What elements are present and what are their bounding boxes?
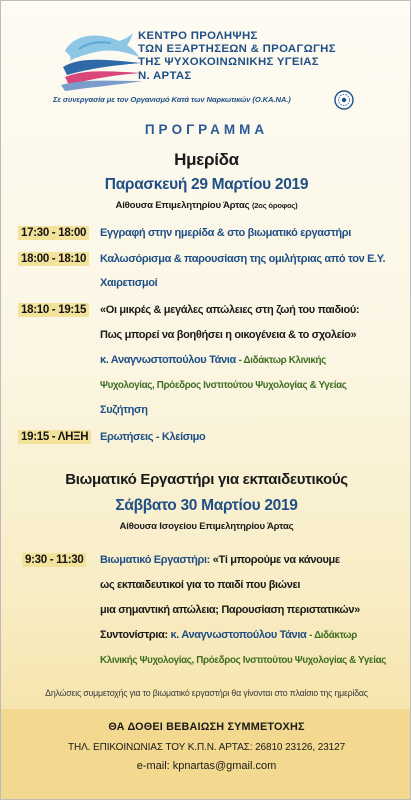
- time-slot: 19:15 - ΛΗΞΗ: [18, 430, 91, 444]
- coordinator-title: - Διδάκτωρ: [309, 630, 357, 641]
- schedule-line: Εγγραφή στην ημερίδα & στο βιωματικό εργαστήρι: [100, 227, 351, 239]
- schedule-line: Καλωσόρισμα & παρουσίαση της ομιλήτριας από τον Ε.Υ.: [100, 253, 386, 265]
- time-slot: 17:30 - 18:00: [18, 226, 89, 240]
- day2-date: Σάββατο 30 Μαρτίου 2019: [115, 497, 298, 514]
- schedule-line: «Οι μικρές & μεγάλες απώλειες στη ζωή του παιδιού:: [100, 304, 360, 316]
- speaker-title-line: Ψυχολογίας, Πρόεδρος Ινστιτούτου Ψυχολογίας & Υγείας: [100, 380, 347, 391]
- coordinator-label: Συντονίστρια:: [100, 629, 168, 641]
- org-line: Ν. ΑΡΤΑΣ: [138, 69, 192, 82]
- collaboration-text: Σε συνεργασία με τον Οργανισμό Κατά των Ναρκωτικών (Ο.ΚΑ.ΝΑ.): [53, 95, 291, 104]
- time-slot: 18:10 - 19:15: [18, 303, 89, 317]
- schedule-line: Συζήτηση: [100, 404, 148, 416]
- org-line: ΚΕΝΤΡΟ ΠΡΟΛΗΨΗΣ: [138, 30, 258, 42]
- workshop-label: Βιωματικό Εργαστήρι:: [100, 554, 210, 566]
- schedule-line: Πως μπορεί να βοηθήσει η οικογένεια & το σχολείο»: [100, 329, 357, 341]
- day1-hall-note: (2ος όροφος): [251, 201, 298, 210]
- schedule-line: μια σημαντική απώλεια; Παρουσίαση περιστατικών»: [100, 604, 360, 616]
- coordinator-line: [100, 629, 357, 641]
- certificate-notice: ΘΑ ΔΟΘΕΙ ΒΕΒΑΙΩΣΗ ΣΥΜΜΕΤΟΧΗΣ: [108, 721, 305, 733]
- coordinator-title-line: Κλινικής Ψυχολογίας, Πρόεδρος Ινστιτούτου Ψυχολογίας & Υγείας: [100, 655, 387, 666]
- schedule-line: Χαιρετισμοί: [100, 277, 158, 289]
- okana-seal-icon: [334, 90, 354, 110]
- speaker-line: [100, 354, 326, 366]
- day1-date: Παρασκευή 29 Μαρτίου 2019: [104, 176, 309, 193]
- schedule-line: Ερωτήσεις - Κλείσιμο: [100, 431, 206, 443]
- contact-phone: ΤΗΛ. ΕΠΙΚΟΙΝΩΝΙΑΣ ΤΟΥ Κ.Π.Ν. ΑΡΤΑΣ: 26810 23126, 23127: [67, 742, 346, 753]
- day1-hall: [1, 200, 411, 211]
- org-line: ΤΗΣ ΨΥΧΟΚΟΙΝΩΝΙΚΗΣ ΥΓΕΙΑΣ: [138, 56, 319, 69]
- day2-hall: Αίθουσα Ισογείου Επιμελητηρίου Άρτας: [119, 521, 294, 532]
- schedule-line: [100, 554, 340, 566]
- time-slot: 9:30 - 11:30: [22, 553, 86, 567]
- speaker-name: κ. Αναγνωστοπούλου Τάνια: [100, 354, 236, 366]
- day1-title: Ημερίδα: [174, 150, 239, 169]
- coordinator-name: κ. Αναγνωστοπούλου Τάνια: [170, 629, 307, 641]
- dolphin-logo-icon: [59, 27, 145, 91]
- time-slot: 18:00 - 18:10: [18, 252, 89, 266]
- contact-email: e-mail: kpnartas@gmail.com: [136, 760, 277, 772]
- day2-title: Βιωματικό Εργαστήρι για εκπαιδευτικούς: [65, 471, 348, 488]
- org-line: ΤΩΝ ΕΞΑΡΤΗΣΕΩΝ & ΠΡΟΑΓΩΓΗΣ: [138, 43, 336, 56]
- declarations-note: Δηλώσεις συμμετοχής για το βιωματικό εργαστήρι θα γίνονται στο πλαίσιο της ημερίδας: [45, 688, 368, 698]
- schedule-line: ως εκπαιδευτικοί για το παιδί που βιώνει: [100, 579, 301, 591]
- program-title: ΠΡΟΓΡΑΜΜΑ: [144, 122, 269, 137]
- speaker-title: - Διδάκτωρ Κλινικής: [238, 355, 326, 366]
- workshop-topic: «Τί μπορούμε να κάνουμε: [212, 554, 340, 566]
- day1-hall-name: Αίθουσα Επιμελητηρίου Άρτας: [115, 200, 250, 211]
- organization-name: [138, 30, 388, 83]
